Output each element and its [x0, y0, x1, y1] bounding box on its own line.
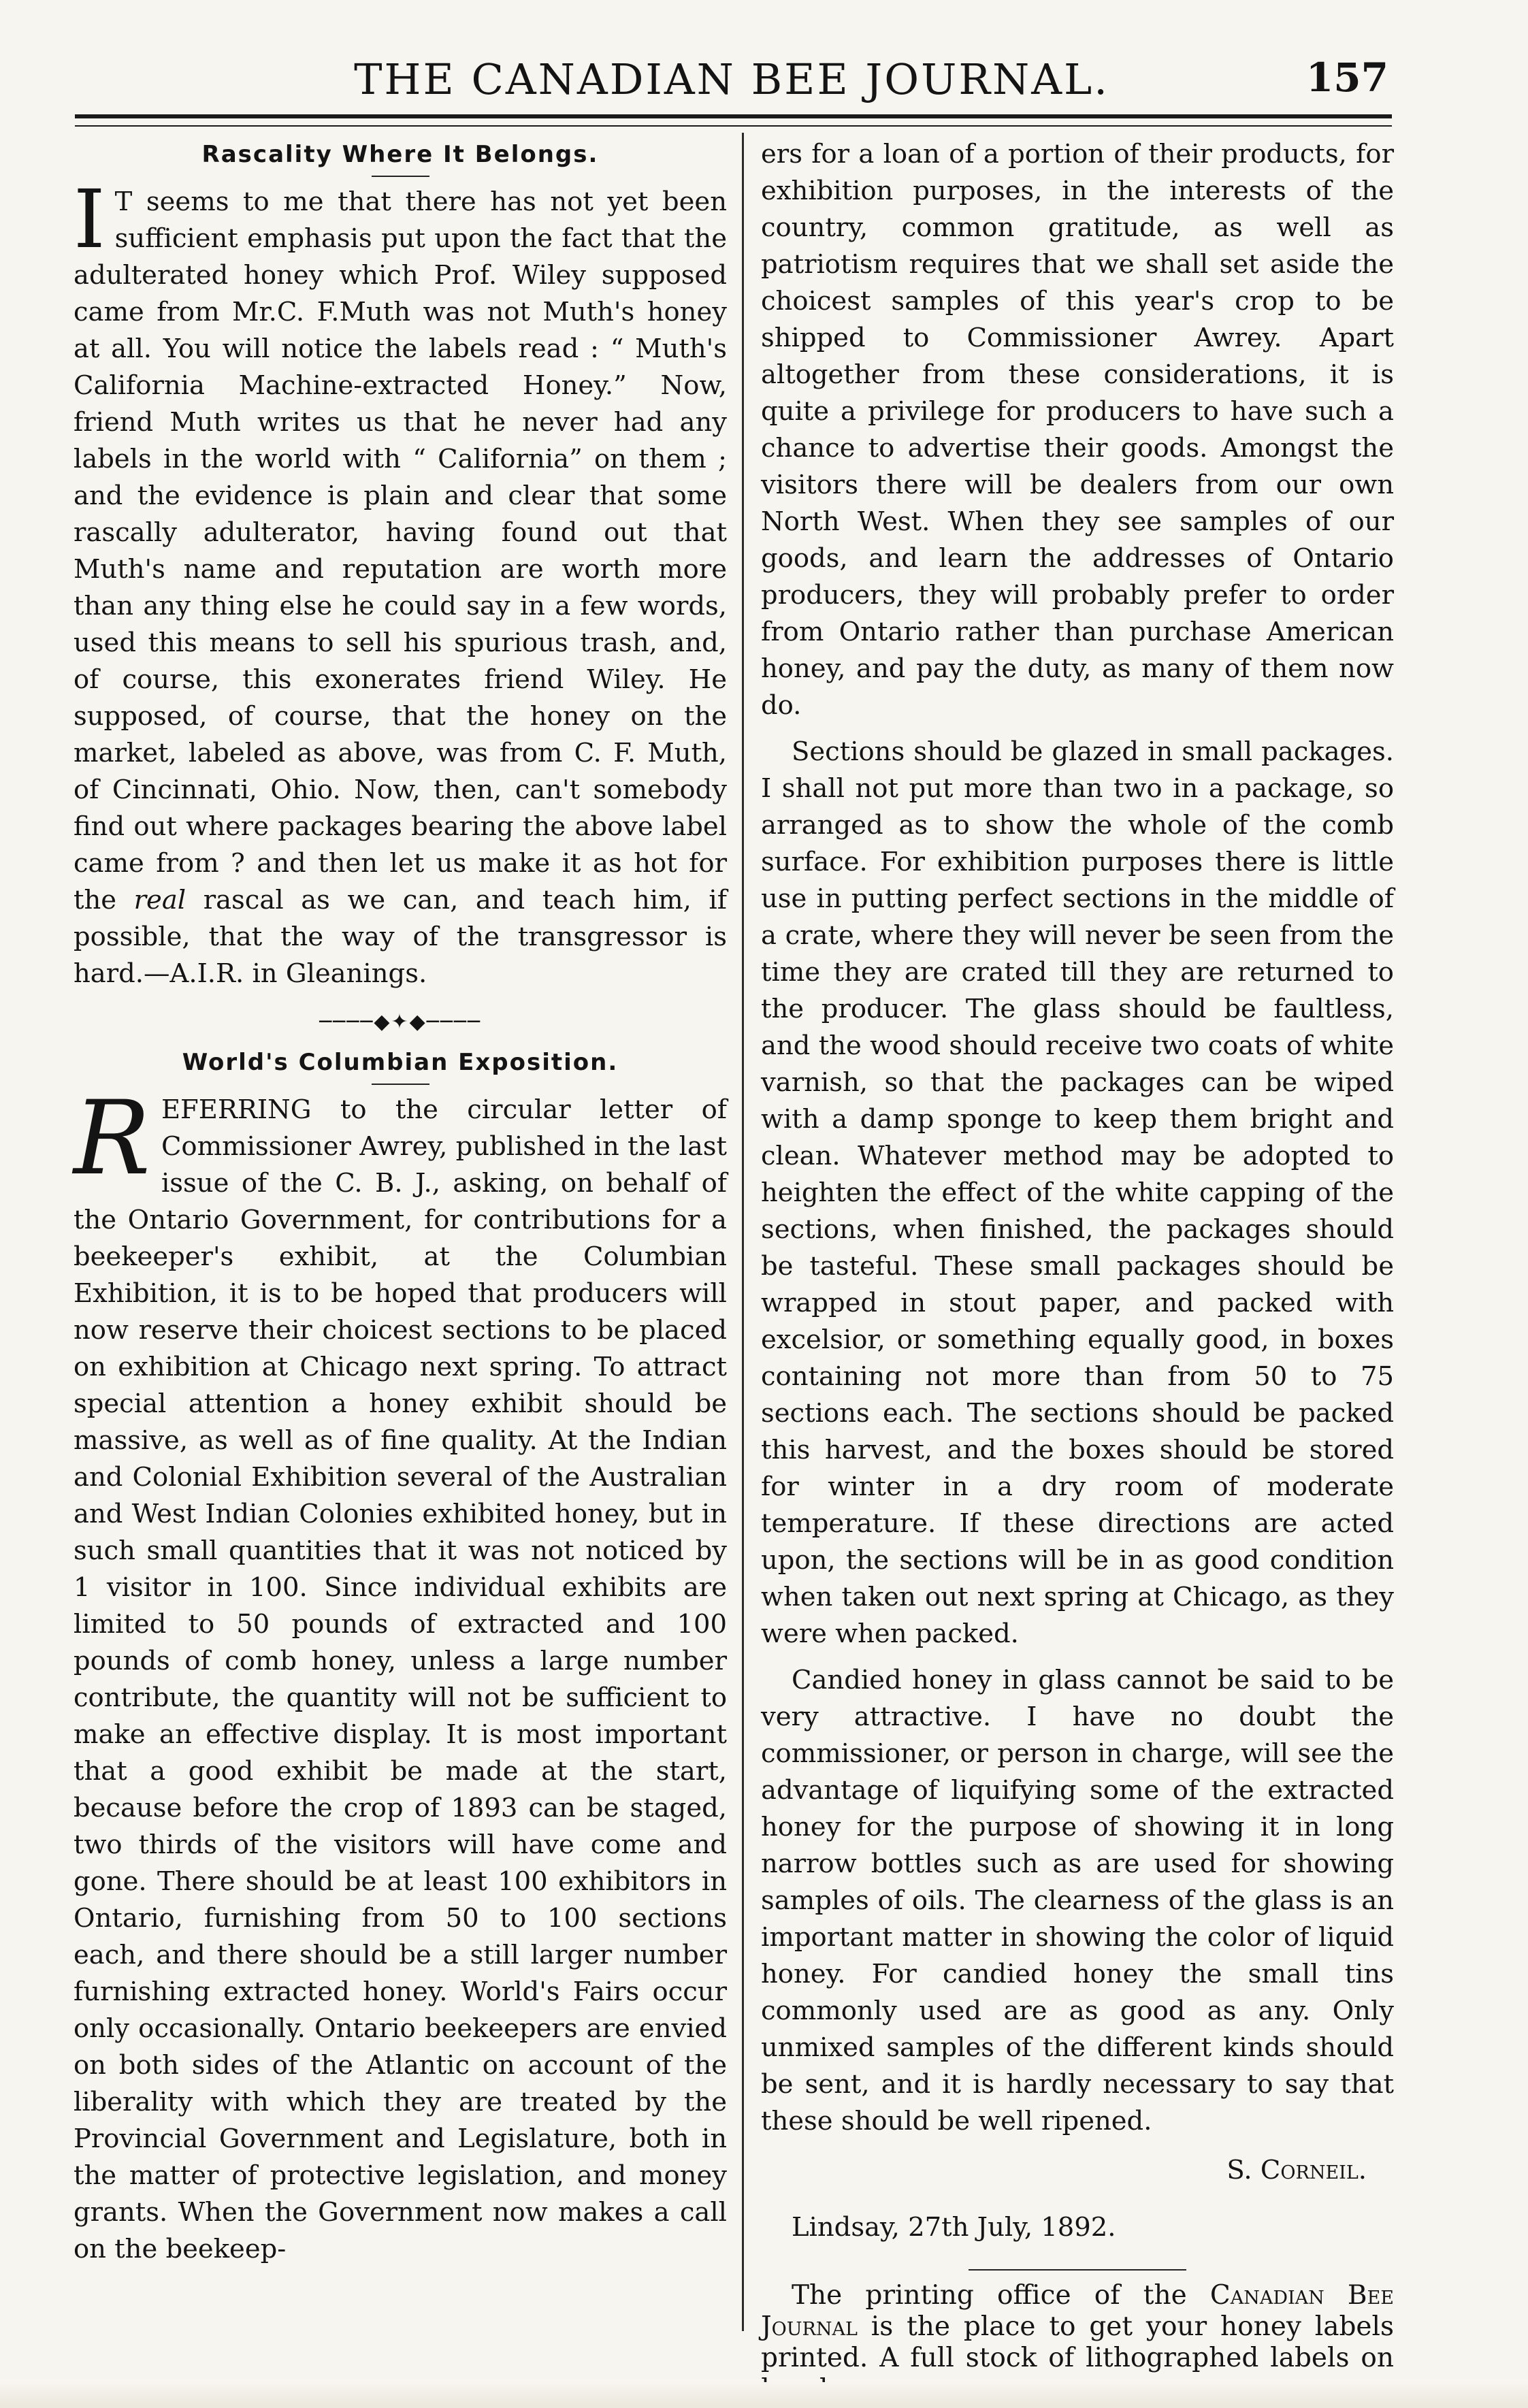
notice-lead: The printing office of the	[792, 2280, 1187, 2311]
page-header	[75, 54, 1388, 109]
right-column	[761, 136, 1394, 2405]
author-signature: S. Corneil.	[1226, 2155, 1367, 2185]
drop-cap-r: R	[74, 1079, 150, 1198]
notice-rule	[969, 2269, 1186, 2271]
article-body-exposition-left	[74, 1079, 727, 2268]
section-ornament: ────◆✦◆────	[319, 1010, 481, 1034]
dateline: Lindsay, 27th July, 1892.	[792, 2212, 1116, 2243]
article-heading-rascality: Rascality Where It Belongs.	[201, 141, 599, 168]
article-body-rascality	[74, 172, 727, 992]
exposition-text-left: EFERRING to the circular letter of Commissioner Awrey, published in the last issue of the C. B. J., asking, on behalf of the Ontario Government, for contributions for a beekeeper's exhibit, at the Columbian Exhibition, it is to be hoped that producers will now reserve their choicest sections to be placed on exhibition at Chicago next spring. To attract special attention a honey exhibit should be massive, as well as of fine quality. At the Indian and Colonial Exhibition several of the Australian and West Indian Colonies exhibited honey, but in such small quantities that it was not noticed by 1 visitor in 100. Since individual exhibits are limited to 50 pounds of extracted and 100 pounds of comb honey, unless a large number contribute, the quantity will not be sufficient to make an effective display. It is most important that a good exhibit be made at the start, because before the crop of 1893 can be staged, two thirds of the visitors will have come and gone. There should be at least 100 exhibitors in Ontario, furnishing from 50 to 100 sections each, and there should be a still larger number furnishing extracted honey. World's Fairs occur only occasionally. Ontario beekeepers are envied on both sides of the Atlantic on account of the liberality with which they are treated by the Provincial Government and Legislature, both in the matter of protective legislation, and money grants. When the Government now makes a call on the beekeep-	[74, 1094, 727, 2264]
notice-journal-name: Canadian Bee Journal	[761, 2280, 1395, 2342]
notice-rest: is the place to get your honey labels printed. A full stock of lithographed labels on	[761, 2311, 1394, 2373]
heading-rule	[372, 176, 429, 177]
header-rule-thin	[75, 125, 1392, 127]
header-rule-thick	[75, 114, 1392, 118]
page-number: 157	[1305, 54, 1388, 101]
rascality-text-end: rascal as we can, and teach him, if possible, that the way of the transgressor is hard.—A.I.R. in Gleanings.	[74, 885, 727, 989]
exposition-paragraph: ers for a loan of a portion of their products, for exhibition purposes, in the interests of the country, common gratitude, as well as patriotism requires that we shall set aside the choicest samples of this year's crop to be shipped to Commissioner Awrey. Apart altogether from these considerations, it is quite a privilege for producers to have such a chance to advertise their goods. Amongst the visitors there will be dealers from our own North West. When they see samples of our goods, and learn the addresses of Ontario producers, they will probably prefer to order from Ontario rather than purchase American honey, and pay the duty, as many of them now do.	[761, 139, 1394, 721]
exposition-paragraph: Sections should be glazed in small packages. I shall not put more than two in a package, so arranged as to show the whole of the comb surface. For exhibition purposes there is little use in putting perfect sections in the middle of a crate, where they will never be seen from the time they are crated till they are returned to the producer. The glass should be faultless, and the wood should receive two coats of white varnish, so that the packages can be wiped with a damp sponge to keep them bright and clean. Whatever method may be adopted to heighten the effect of the white capping of the sections, when finished, the packages should be tasteful. These small packages should be wrapped in stout paper, and packed with excelsior, or something equally good, in boxes containing not more than from 50 to 75 sections each. The sections should be packed this harvest, and the boxes should be stored for winter in a dry room of moderate temperature. If these directions are acted upon, the sections will be in as good condition when taken out next spring at Chicago, as they were when packed.	[761, 736, 1394, 1649]
italic-word-real: real	[133, 885, 186, 915]
article-heading-exposition: World's Columbian Exposition.	[182, 1049, 619, 1076]
column-divider	[742, 133, 744, 2331]
rascality-text: T seems to me that there has not yet been sufficient emphasis put upon the fact that the adulterated honey which Prof. Wiley supposed came from Mr.C. F.Muth was not Muth's honey at all. You will notice the labels read : “ Muth's California Machine-extracted Honey.” Now, friend Muth writes us that he never had any labels in the world with “ California” on them ; and the evidence is plain and clear that some rascally adulterator, having found out that Muth's name and reputation are worth more than any thing else he could say in a few words, used this means to sell his spurious trash, and, of course, this exonerates friend Wiley. He supposed, of course, that the honey on the market, labeled as above, was from C. F. Muth, of Cincinnati, Ohio. Now, then, can't somebody find out where packages bearing the above label came from ? and then let us make it as hot for the	[74, 186, 727, 915]
exposition-paragraph: Candied honey in glass cannot be said to be very attractive. I have no doubt the commissioner, or person in charge, will see the advantage of liquifying some of the extracted honey for the purpose of showing it in long narrow bottles such as are used for showing samples of oils. The clearness of the glass is an important matter in showing the color of liquid honey. For candied honey the small tins commonly used are as good as any. Only unmixed samples of the different kinds should be sent, and it is hardly necessary to say that these should be well ripened.	[761, 1665, 1394, 2136]
drop-cap-i: I	[74, 172, 105, 266]
page-bottom-edge	[0, 2382, 1528, 2408]
journal-title: THE CANADIAN BEE JOURNAL.	[354, 54, 1109, 104]
left-column	[74, 136, 727, 2268]
heading-rule	[372, 1084, 429, 1085]
